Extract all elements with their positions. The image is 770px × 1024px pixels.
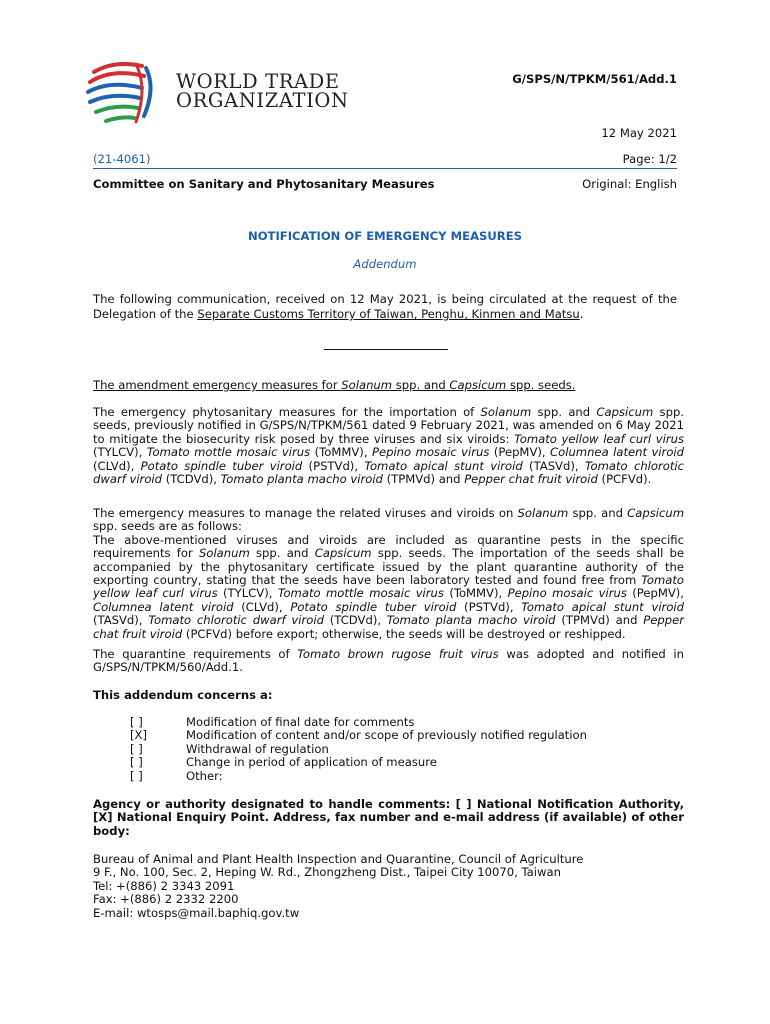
italic-text: Columnea latent viroid (93, 599, 234, 614)
italic-text: Tomato brown rugose fruit virus (297, 647, 499, 661)
text-run: The emergency phytosanitary measures for the importation of (93, 405, 481, 419)
text-run: spp. and (531, 405, 597, 419)
intro-text-before: The following communication, received on 12 May 2021, is being circulated at the request of the Delegation of the (93, 292, 677, 321)
page-number: Page: 1/2 (622, 152, 677, 166)
text-run: (PepMV), (626, 586, 684, 601)
text-run: (TASVd), (93, 613, 149, 628)
italic-text: Tomato planta macho viroid (386, 613, 556, 628)
italic-text: Solanum (480, 405, 532, 419)
text-run: The above-mentioned viruses and viroids are included as quarantine pests in the specific requirements for (93, 532, 684, 561)
italic-text: Capsicum (596, 405, 654, 419)
text-run: (TCDVd), (162, 472, 221, 487)
text-run: (PSTVd), (302, 458, 365, 473)
section-title-part: spp. and (392, 378, 450, 392)
checkbox: [ ] (130, 755, 143, 770)
checklist-item (130, 756, 587, 769)
text-run: spp. and (568, 506, 628, 520)
document-number: (21-4061) (93, 152, 151, 166)
checklist-label: Other: (186, 768, 223, 783)
committee-name: Committee on Sanitary and Phytosanitary Measures (93, 177, 435, 191)
section-title-italic: Solanum (341, 378, 393, 392)
italic-text: Tomato yellow leaf curl virus (514, 431, 684, 446)
text-run: (CLVd), (233, 599, 291, 614)
org-name (176, 72, 349, 110)
page-title: NOTIFICATION OF EMERGENCY MEASURES (248, 229, 522, 243)
italic-text: Potato spindle tuber viroid (290, 599, 457, 614)
checkbox: [ ] (130, 768, 143, 783)
italic-text: Columnea latent viroid (550, 445, 684, 460)
checklist-label: Modification of final date for comments (186, 715, 415, 729)
document-date: 12 May 2021 (601, 126, 677, 140)
org-name-line2: ORGANIZATION (176, 89, 349, 112)
text-run: (PCFVd) before export; otherwise, the seeds will be destroyed or reshipped. (182, 626, 626, 641)
paragraph-measures-detail (93, 507, 684, 641)
text-run: (ToMMV), (443, 586, 508, 601)
text-run: (TPMVd) and (382, 472, 465, 487)
text-run: The quarantine requirements of (93, 647, 298, 661)
text-run: The emergency measures to manage the related viruses and viroids on (93, 506, 518, 520)
checklist-item (130, 729, 587, 742)
italic-text: Solanum (199, 546, 250, 561)
italic-text: Capsicum (627, 506, 684, 520)
address-line: Bureau of Animal and Plant Health Inspection and Quarantine, Council of Agriculture (93, 852, 584, 866)
fax: Fax: +(886) 2 2332 2200 (93, 892, 239, 907)
italic-text: Pepper chat fruit viroid (464, 472, 598, 487)
text-run: (CLVd), (93, 458, 141, 473)
italic-text: Tomato chlorotic dwarf viroid (148, 613, 324, 628)
concerns-checklist (130, 716, 587, 783)
italic-text: Solanum (517, 506, 569, 520)
checklist-item (130, 743, 587, 756)
italic-text: Tomato yellow leaf curl virus (93, 573, 684, 601)
paragraph-measures-intro (93, 507, 684, 534)
intro-text-after: . (579, 307, 584, 321)
checkbox: [ ] (130, 715, 143, 729)
italic-text: Tomato planta macho viroid (220, 472, 383, 487)
section-title-italic: Capsicum (449, 378, 507, 392)
italic-text: Pepper chat fruit viroid (93, 613, 684, 641)
italic-text: Tomato mottle mosaic virus (277, 586, 444, 601)
org-name-line1: WORLD TRADE (176, 70, 340, 93)
italic-text: Tomato mottle mosaic virus (146, 445, 311, 460)
text-run: (PepMV), (489, 445, 551, 460)
text-run: (TYLCV), (93, 445, 147, 460)
section-title (93, 378, 575, 392)
paragraph-quarantine-requirements (93, 648, 684, 675)
italic-text: Tomato chlorotic dwarf viroid (93, 458, 684, 487)
wto-logo-icon (84, 58, 162, 128)
text-run: spp. seeds are as follows: (93, 519, 242, 534)
checklist-item (130, 716, 587, 729)
intro-paragraph (93, 292, 677, 322)
header-divider (93, 168, 677, 169)
checkbox: [ ] (130, 741, 143, 756)
address-line: 9 F., No. 100, Sec. 2, Heping W. Rd., Zhongzheng Dist., Taipei City 10070, Taiwan (93, 865, 561, 880)
italic-text: Potato spindle tuber viroid (140, 458, 303, 473)
paragraph-measures-body (93, 534, 684, 641)
page-subtitle: Addendum (353, 257, 417, 271)
paragraph-emergency-measures (93, 406, 684, 486)
text-run: spp. seeds. The importation of the seeds shall be accompanied by the phytosanitary certificate issued by the plant quarantine authority of the exporting country, stating that the seeds have been laboratory tested and found free from (93, 546, 685, 588)
original-language: Original: English (582, 177, 677, 191)
italic-text: Tomato apical stunt viroid (521, 599, 684, 614)
text-run: spp. and (249, 546, 315, 561)
checklist-label: Change in period of application of measure (186, 755, 437, 770)
text-run: (PSTVd), (456, 599, 522, 614)
italic-text: Capsicum (314, 546, 372, 561)
text-run: (ToMMV), (310, 445, 372, 460)
text-run: (TASVd), (522, 458, 585, 473)
checklist-label: Withdrawal of regulation (186, 741, 329, 756)
section-title-part: The amendment emergency measures for (93, 378, 342, 392)
text-run: spp. seeds, previously notified in G/SPS/N/TPKM/561 dated 9 February 2021, was amended on 6 May 2021 to mitigate the biosecurity risk posed by three viruses and six viroids: (93, 405, 684, 446)
checkbox: [X] (130, 728, 147, 743)
italic-text: Pepino mosaic virus (371, 445, 490, 460)
telephone: Tel: +(886) 2 3343 2091 (93, 878, 235, 893)
italic-text: Tomato apical stunt viroid (364, 458, 523, 473)
italic-text: Pepino mosaic virus (507, 586, 627, 601)
text-run: (TYLCV), (217, 586, 278, 601)
text-run: (TCDVd), (323, 613, 387, 628)
text-run: (PCFVd). (597, 472, 652, 487)
text-run: (TPMVd) and (555, 613, 644, 628)
section-title-part: spp. seeds. (506, 378, 576, 392)
agency-heading: Agency or authority designated to handle comments: [ ] National Notification Authority, [X] National Enquiry Point. Address, fax number and e-mail address (if available) of other body: (93, 797, 684, 838)
contact-address (93, 853, 583, 920)
concerns-label: This addendum concerns a: (93, 688, 273, 702)
text-run: was adopted and notified in G/SPS/N/TPKM/560/Add.1. (93, 647, 684, 675)
email: E-mail: wtosps@mail.baphiq.gov.tw (93, 905, 300, 920)
checklist-item (130, 770, 587, 783)
separator-line (324, 349, 448, 350)
checklist-label: Modification of content and/or scope of previously notified regulation (186, 728, 588, 743)
document-symbol: G/SPS/N/TPKM/561/Add.1 (512, 72, 677, 86)
delegation-link: Separate Customs Territory of Taiwan, Penghu, Kinmen and Matsu (197, 307, 580, 321)
